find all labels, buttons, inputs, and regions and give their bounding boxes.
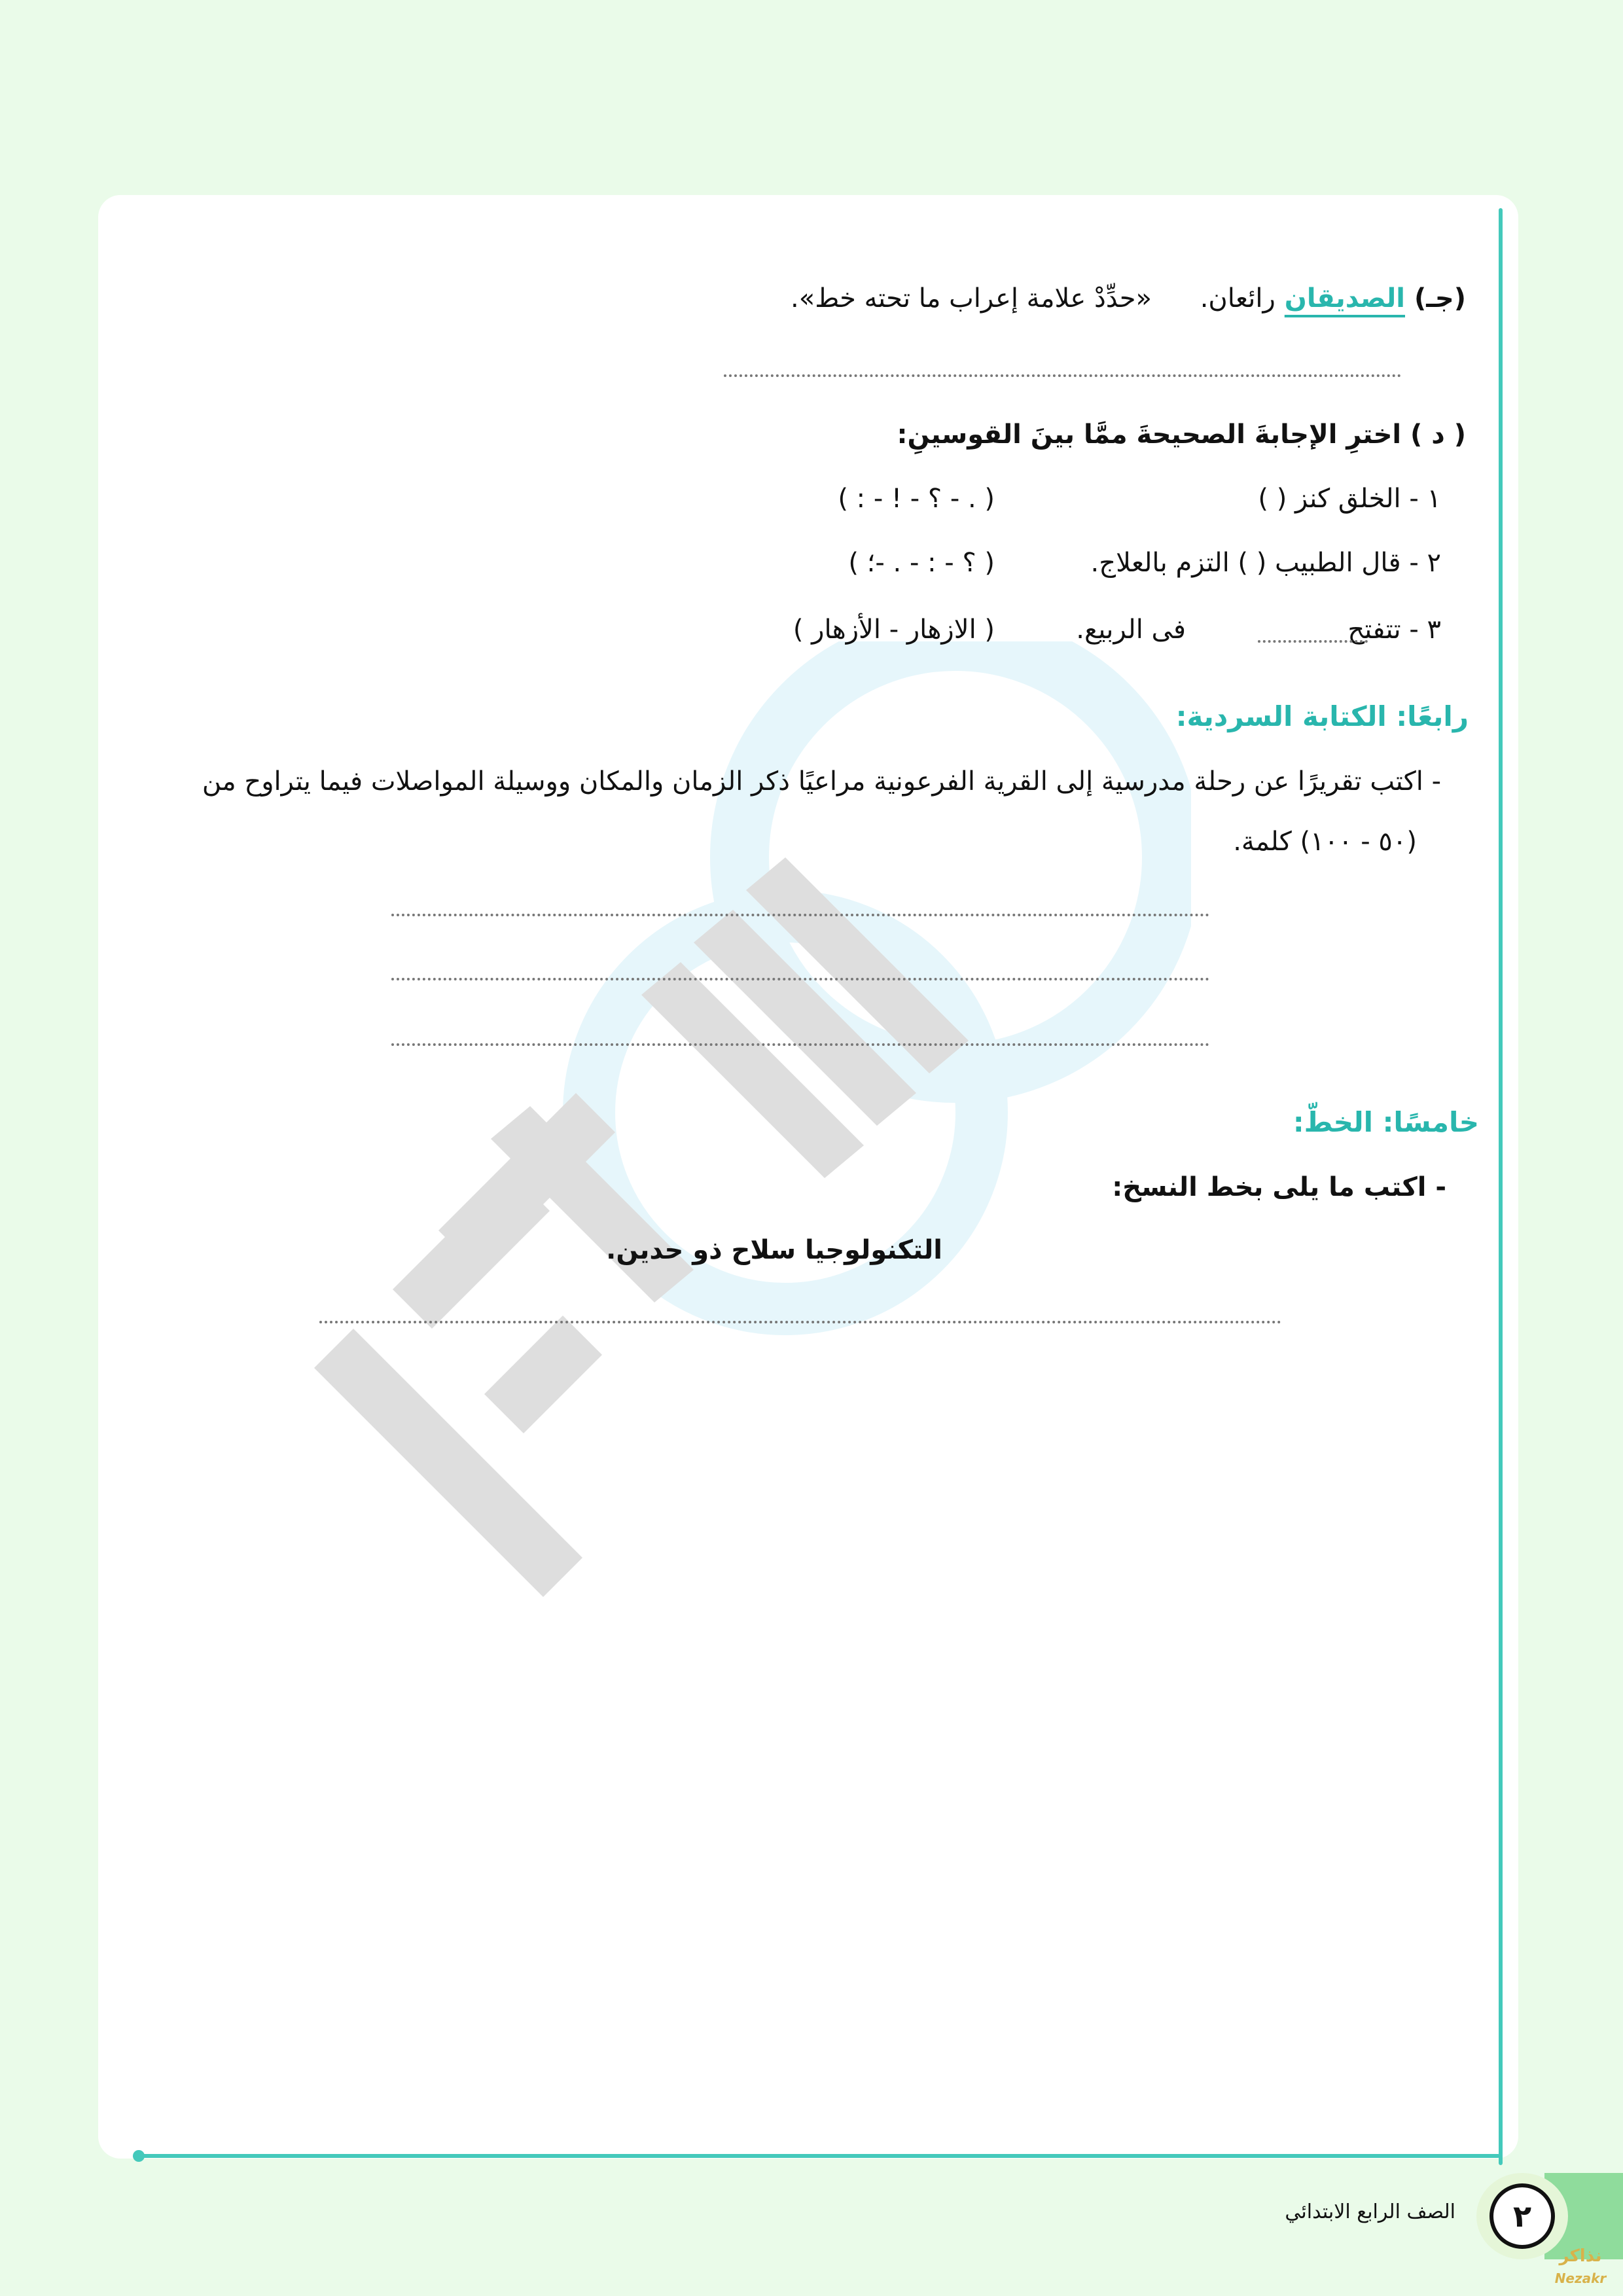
section-4-prompt-line-1: - اكتب تقريرًا عن رحلة مدرسية إلى القرية الفرعونية مراعيًا ذكر الزمان والمكان ووسيلة المواصلات فيما يتراوح من	[202, 766, 1441, 797]
watermark-logo	[275, 641, 1191, 1702]
fill-blank-line	[1258, 640, 1368, 643]
publisher-logo: نذاكر Nezakr	[1554, 2246, 1607, 2286]
bottom-line-dot	[133, 2150, 145, 2162]
writing-line-4	[319, 1321, 1281, 1323]
writing-line-3	[391, 1043, 1209, 1046]
page-number: ٢	[1489, 2183, 1555, 2249]
part-d-title: ( د ) اخترِ الإجابةَ الصحيحةَ ممَّا بينَ القوسينِ:	[897, 420, 1466, 450]
section-4-title: رابعًا: الكتابة السردية:	[1175, 700, 1469, 732]
grade-label: الصف الرابع الابتدائي	[1285, 2200, 1455, 2223]
calligraphy-sentence: التكنولوجيا سلاح ذو حدين.	[606, 1235, 942, 1265]
writing-line-1	[391, 914, 1209, 916]
right-border-line	[1499, 208, 1503, 2165]
section-5-title: خامسًا: الخطّ:	[1293, 1106, 1479, 1138]
section-5-instruction: - اكتب ما يلى بخط النسخ:	[1112, 1172, 1446, 1202]
question-2: ٢ - قال الطبيب ( ) التزم بالعلاج.	[1090, 548, 1441, 578]
underlined-word: الصديقان	[1284, 283, 1405, 314]
bottom-border-line	[139, 2154, 1500, 2158]
question-3-options: ( الازهار - الأزهار )	[793, 615, 995, 645]
question-3-rest: فى الربيع.	[1076, 615, 1186, 645]
question-2-options: ( ؟ - : - . -؛ )	[848, 548, 995, 578]
answer-line	[724, 374, 1401, 377]
question-3: ٣ - تتفتح	[1347, 615, 1441, 645]
section-4-prompt-line-2: (٥٠ - ١٠٠) كلمة.	[1233, 827, 1417, 857]
question-1: ١ - الخلق كنز ( )	[1258, 484, 1441, 514]
part-c-label: (جـ) الصديقان رائعان.	[1200, 283, 1466, 314]
writing-line-2	[391, 978, 1209, 980]
question-1-options: ( . - ؟ - ! - : )	[838, 484, 995, 514]
part-c-instruction: «حدِّدْ علامة إعراب ما تحته خط».	[791, 283, 1152, 314]
